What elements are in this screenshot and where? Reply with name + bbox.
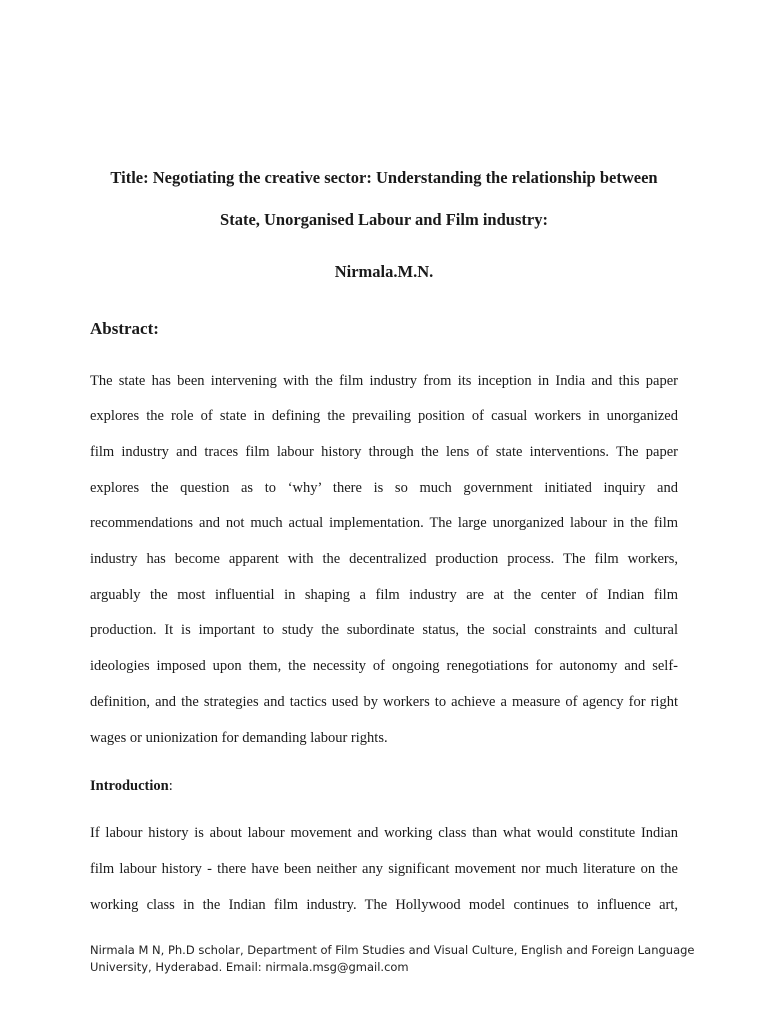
abstract-line: explores the question as to ‘why’ there is so much government initiated inquiry and [90, 480, 678, 496]
abstract-line: recommendations and not much actual implementation. The large unorganized labour in the film [90, 515, 678, 531]
introduction-line: If labour history is about labour movement and working class than what would constitute Indian [90, 825, 678, 841]
footnote-line-2: University, Hyderabad. Email: nirmala.msg@gmail.com [90, 960, 409, 974]
abstract-line: definition, and the strategies and tactics used by workers to achieve a measure of agency for right [90, 694, 678, 710]
paper-title-line-1: Title: Negotiating the creative sector: Understanding the relationship between [110, 168, 658, 187]
abstract-line: production. It is important to study the subordinate status, the social constraints and cultural [90, 622, 678, 638]
introduction-heading [90, 776, 173, 796]
introduction-line: working class in the Indian film industry. The Hollywood model continues to influence art, [90, 897, 678, 913]
introduction-heading-text: Introduction [90, 778, 169, 794]
abstract-heading: Abstract: [90, 319, 159, 338]
paper-title-line-2: State, Unorganised Labour and Film industry: [220, 210, 548, 229]
introduction-line: film labour history - there have been neither any significant movement nor much literature on the [90, 861, 678, 877]
footnote-line-1: Nirmala M N, Ph.D scholar, Department of Film Studies and Visual Culture, English and Foreign Language [90, 943, 695, 957]
abstract-line: ideologies imposed upon them, the necessity of ongoing renegotiations for autonomy and self- [90, 658, 678, 674]
abstract-line: explores the role of state in defining the prevailing position of casual workers in unorganized [90, 408, 678, 424]
author-footnote [90, 942, 695, 976]
abstract-line: film industry and traces film labour history through the lens of state interventions. The paper [90, 444, 678, 460]
abstract-line: arguably the most influential in shaping a film industry are at the center of Indian film [90, 587, 678, 603]
abstract-line: industry has become apparent with the decentralized production process. The film workers, [90, 551, 678, 567]
author-name: Nirmala.M.N. [334, 262, 434, 281]
abstract-line: The state has been intervening with the film industry from its inception in India and this paper [90, 373, 678, 389]
abstract-line: wages or unionization for demanding labour rights. [90, 730, 388, 746]
introduction-heading-colon: : [168, 778, 173, 794]
